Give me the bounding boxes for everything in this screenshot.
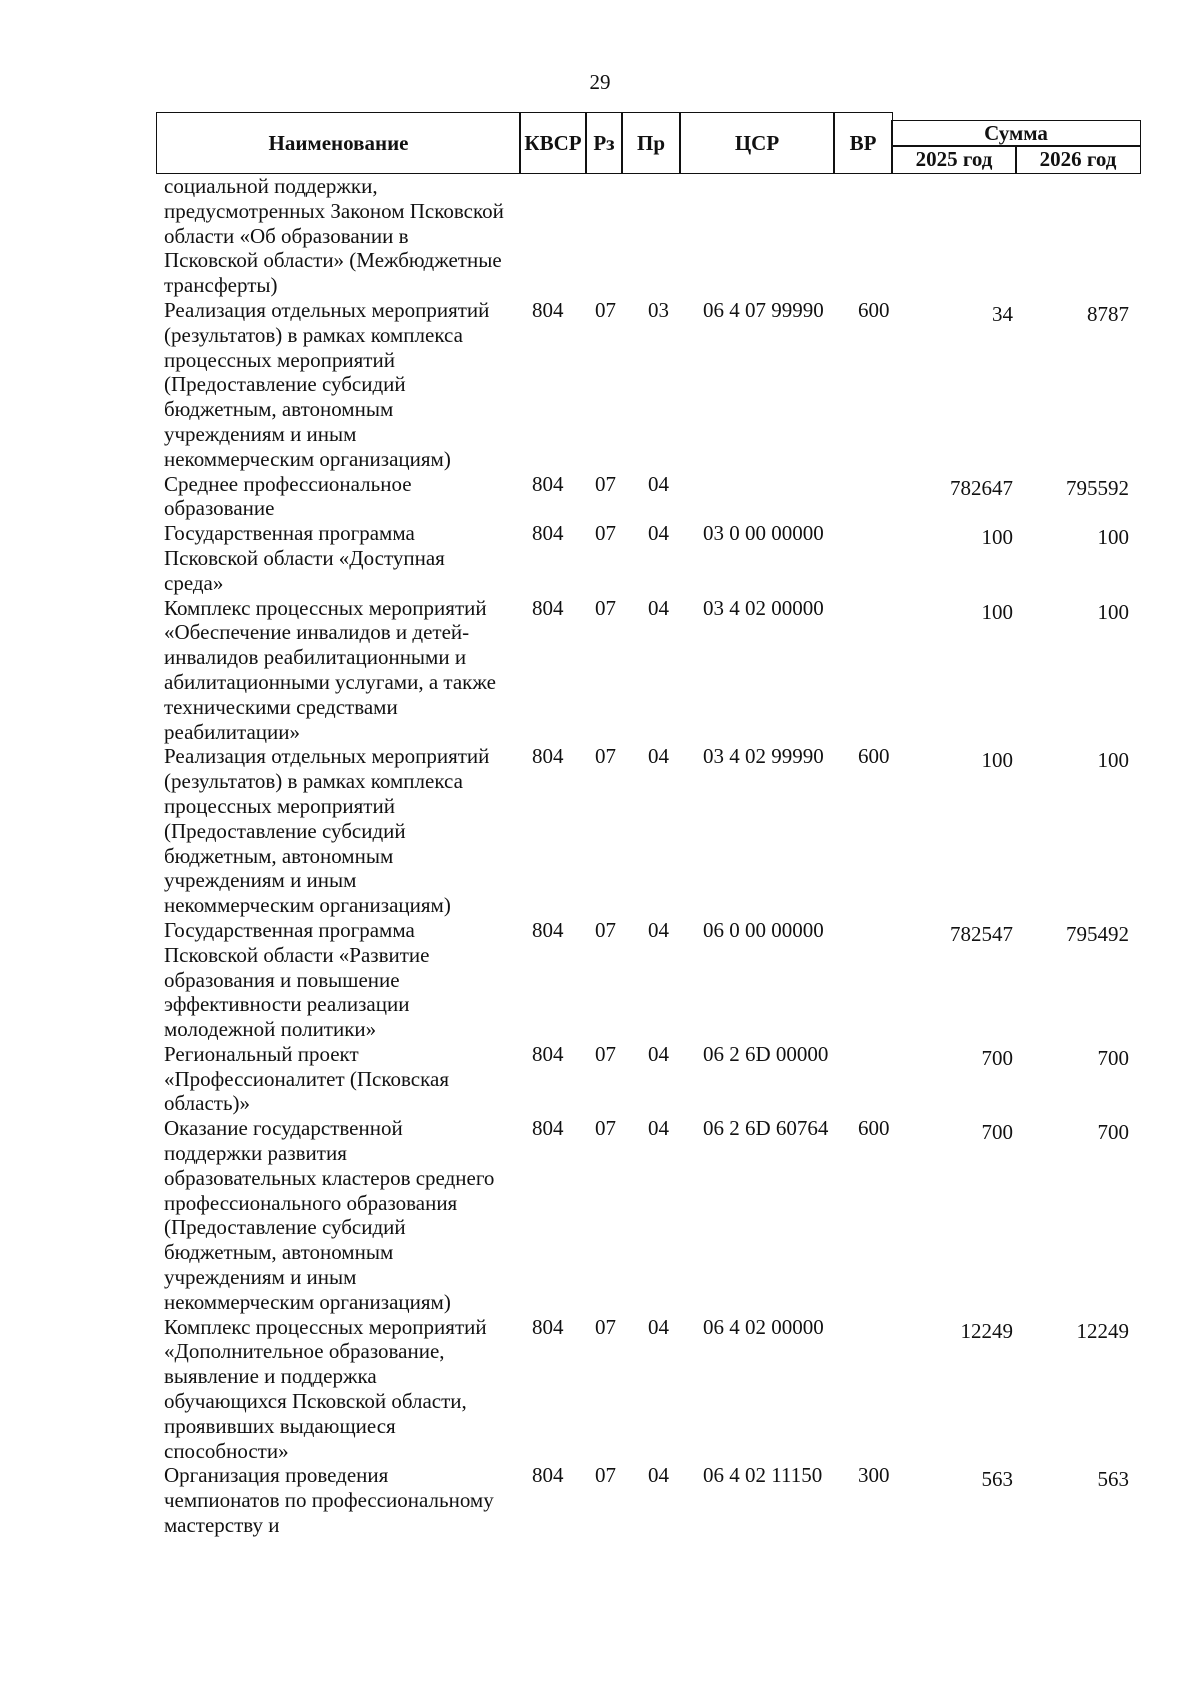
row-kvsr: 804 <box>532 471 564 496</box>
row-vr: 300 <box>858 1463 890 1488</box>
row-name: Среднее профессиональное образование <box>164 471 412 521</box>
row-name: Оказание государственной поддержки развития образовательных кластеров среднего профессионального образования (Предоставление субсидий бюджетным, автономным учреждениям и иным некоммерческим организациям) <box>164 1116 495 1314</box>
table-row <box>0 521 1200 595</box>
row-vr: 600 <box>858 744 890 769</box>
row-pr: 04 <box>648 1041 669 1066</box>
row-sum-2025: 100 <box>981 748 1013 773</box>
row-kvsr: 804 <box>532 1314 564 1339</box>
header-2026: 2026 год <box>1015 145 1141 174</box>
row-kvsr: 804 <box>532 917 564 942</box>
row-rz: 07 <box>595 917 616 942</box>
row-name: Организация проведения чемпионатов по профессиональному мастерству и <box>164 1463 494 1538</box>
row-rz: 07 <box>595 1463 616 1488</box>
row-sum-2025: 100 <box>981 599 1013 624</box>
row-kvsr: 804 <box>532 297 564 322</box>
table-row <box>0 918 1200 1042</box>
table-row <box>0 1042 1200 1116</box>
row-sum-2026: 700 <box>1097 1045 1129 1070</box>
row-rz: 07 <box>595 1314 616 1339</box>
row-rz: 07 <box>595 521 616 546</box>
row-pr: 04 <box>648 1116 669 1141</box>
row-pr: 03 <box>648 297 669 322</box>
row-kvsr: 804 <box>532 521 564 546</box>
page-number: 29 <box>589 70 611 94</box>
row-sum-2026: 100 <box>1097 748 1129 773</box>
row-sum-2026: 8787 <box>1087 301 1129 326</box>
row-pr: 04 <box>648 1314 669 1339</box>
header-name: Наименование <box>156 112 521 174</box>
table-row <box>0 596 1200 745</box>
row-sum-2025: 563 <box>981 1467 1013 1492</box>
row-sum-2025: 12249 <box>960 1318 1013 1343</box>
table-row <box>0 298 1200 472</box>
row-pr: 04 <box>648 1463 669 1488</box>
row-pr: 04 <box>648 917 669 942</box>
header-rz: Рз <box>585 112 623 174</box>
table-row <box>0 1315 1200 1464</box>
row-name: Государственная программа Псковской области «Доступная среда» <box>164 521 445 595</box>
row-sum-2025: 782647 <box>950 475 1013 500</box>
table-header <box>156 112 1141 174</box>
row-csr: 06 4 02 11150 <box>703 1463 823 1488</box>
row-sum-2025: 100 <box>981 525 1013 550</box>
table-row <box>0 1116 1200 1314</box>
row-sum-2026: 563 <box>1097 1467 1129 1492</box>
row-sum-2026: 100 <box>1097 599 1129 624</box>
row-sum-2025: 34 <box>992 301 1013 326</box>
row-sum-2026: 700 <box>1097 1120 1129 1145</box>
row-name: Комплекс процессных мероприятий «Дополнительное образование, выявление и поддержка обучающихся Псковской области, проявивших выдающиеся способности» <box>164 1314 487 1463</box>
row-csr: 06 4 07 99990 <box>703 297 824 322</box>
row-rz: 07 <box>595 744 616 769</box>
table-row <box>0 744 1200 918</box>
row-sum-2025: 700 <box>981 1120 1013 1145</box>
row-name: Комплекс процессных мероприятий «Обеспечение инвалидов и детей-инвалидов реабилитационными и абилитационными услугами, а также техническими средствами реабилитации» <box>164 595 496 744</box>
row-sum-2026: 12249 <box>1076 1318 1129 1343</box>
row-rz: 07 <box>595 1041 616 1066</box>
row-csr: 03 4 02 00000 <box>703 595 824 620</box>
row-csr: 06 2 6D 00000 <box>703 1041 829 1066</box>
row-name: социальной поддержки, предусмотренных Законом Псковской области «Об образовании в Псковской области» (Межбюджетные трансферты) <box>164 174 504 298</box>
row-sum-2026: 795492 <box>1066 921 1129 946</box>
header-vr: ВР <box>833 112 893 174</box>
row-vr: 600 <box>858 297 890 322</box>
row-csr: 03 0 00 00000 <box>703 521 824 546</box>
row-pr: 04 <box>648 744 669 769</box>
row-name: Реализация отдельных мероприятий (результатов) в рамках комплекса процессных мероприятий (Предоставление субсидий бюджетным, автономным учреждениям и иным некоммерческим организациям) <box>164 297 490 471</box>
row-sum-2026: 795592 <box>1066 475 1129 500</box>
header-sum: Сумма <box>891 120 1141 147</box>
row-sum-2026: 100 <box>1097 525 1129 550</box>
row-name: Реализация отдельных мероприятий (результатов) в рамках комплекса процессных мероприятий (Предоставление субсидий бюджетным, автономным учреждениям и иным некоммерческим организациям) <box>164 744 490 918</box>
row-sum-2025: 782547 <box>950 921 1013 946</box>
row-csr: 06 2 6D 60764 <box>703 1116 829 1141</box>
header-2025: 2025 год <box>891 145 1017 174</box>
row-kvsr: 804 <box>532 1041 564 1066</box>
row-kvsr: 804 <box>532 1463 564 1488</box>
row-kvsr: 804 <box>532 595 564 620</box>
row-csr: 03 4 02 99990 <box>703 744 824 769</box>
row-name: Региональный проект «Профессионалитет (Псковская область)» <box>164 1041 449 1116</box>
row-kvsr: 804 <box>532 1116 564 1141</box>
row-csr: 06 4 02 00000 <box>703 1314 824 1339</box>
row-pr: 04 <box>648 521 669 546</box>
row-vr: 600 <box>858 1116 890 1141</box>
row-rz: 07 <box>595 1116 616 1141</box>
table-body <box>0 174 1200 1538</box>
row-rz: 07 <box>595 471 616 496</box>
table-row <box>0 472 1200 522</box>
row-sum-2025: 700 <box>981 1045 1013 1070</box>
row-pr: 04 <box>648 595 669 620</box>
row-name: Государственная программа Псковской области «Развитие образования и повышение эффективности реализации молодежной политики» <box>164 917 430 1042</box>
header-csr: ЦСР <box>679 112 835 174</box>
row-csr: 06 0 00 00000 <box>703 917 824 942</box>
row-rz: 07 <box>595 595 616 620</box>
header-pr: Пр <box>621 112 681 174</box>
row-pr: 04 <box>648 471 669 496</box>
table-row <box>0 1463 1200 1537</box>
header-kvsr: КВСР <box>519 112 587 174</box>
table-row <box>0 174 1200 298</box>
row-rz: 07 <box>595 297 616 322</box>
row-kvsr: 804 <box>532 744 564 769</box>
